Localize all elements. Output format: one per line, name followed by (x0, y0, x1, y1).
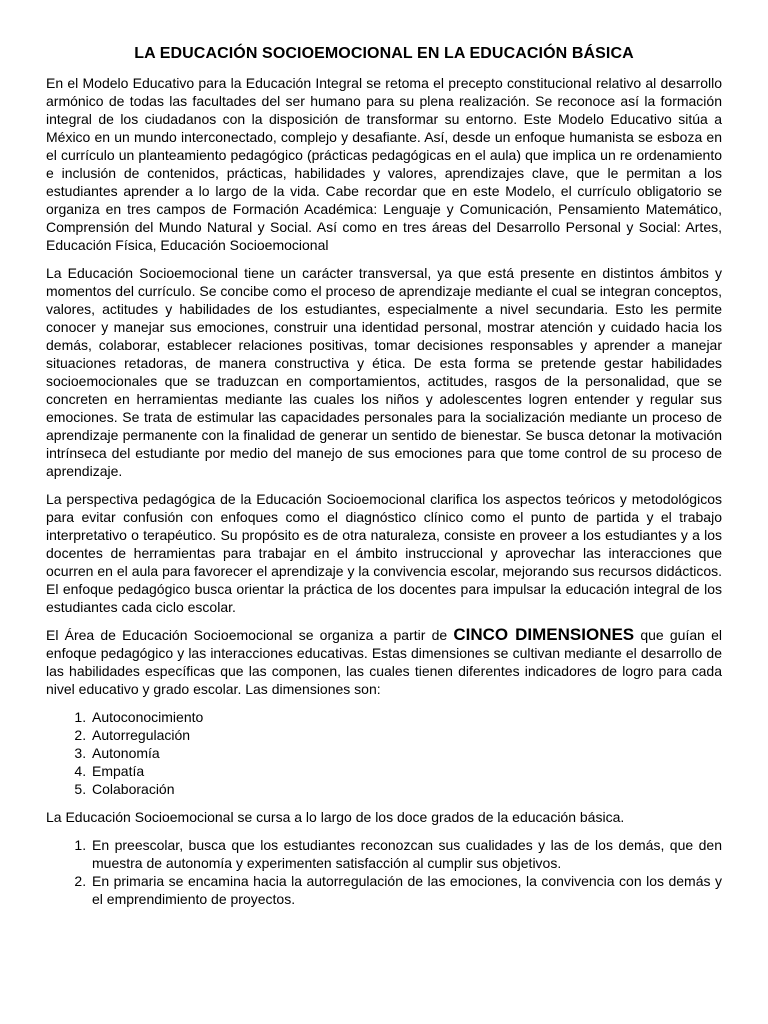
list-item-dimension: 3. Autonomía (90, 744, 722, 762)
paragraph-cinco-dimensiones-start: El Área de Educación Socioemocional se organiza a partir de (46, 627, 454, 643)
paragraph-cinco-dimensiones-end: que guían el enfoque pedagógico y las interacciones educativas. Estas dimensiones se cultivan mediante el desarrollo de las habilidades específicas que las componen, las cuales tienen diferentes indicadores de logro para cada nivel educativo y grado escolar. Las dimensiones son: (46, 627, 722, 697)
list-item-level: 1. En preescolar, busca que los estudiantes reconozcan sus cualidades y las de los demás, que den muestra de autonomía y experimenten satisfacción al cumplir sus objetivos. (90, 836, 722, 872)
list-item-dimension: 1. Autoconocimiento (90, 708, 722, 726)
paragraph-caracter-transversal: La Educación Socioemocional tiene un carácter transversal, ya que está presente en distintos ámbitos y momentos del currículo. Se concibe como el proceso de aprendizaje mediante el cual se integran conceptos, valores, actitudes y habilidades de los estudiantes, especialmente a nivel secundaria. Esto les permite conocer y manejar sus emociones, construir una identidad personal, mostrar atención y cuidado hacia los demás, colaborar, establecer relaciones positivas, tomar decisiones responsables y aprender a manejar situaciones retadoras, de manera constructiva y ética. De esta forma se pretende gestar habilidades socioemocionales que se traduzcan en comportamientos, actitudes, rasgos de la personalidad, que se concreten en herramientas mediante las cuales los niños y adolescentes logren entender y regular sus emociones. Se trata de estimular las capacidades personales para la socialización mediante un proceso de aprendizaje permanente con la finalidad de generar un sentido de bienestar. Se busca detonar la motivación intrínseca del estudiante por medio del manejo de sus emociones para que tome control de su proceso de aprendizaje. (46, 265, 722, 479)
list-item-dimension: 4. Empatía (90, 762, 722, 780)
paragraph-perspectiva-pedagogica: La perspectiva pedagógica de la Educación Socioemocional clarifica los aspectos teóricos y metodológicos para evitar confusión con enfoques como el diagnóstico clínico como el punto de partida y el trabajo interpretativo o terapéutico. Su propósito es de otra naturaleza, consiste en proveer a los estudiantes y a los docentes de herramientas para trabajar en el ámbito instruccional y aprovechar las interacciones que ocurren en el aula para favorecer el aprendizaje y la convivencia escolar, mejorando sus recursos didácticos. El enfoque pedagógico busca orientar la práctica de los docentes para impulsar la educación integral de los estudiantes cada ciclo escolar. (46, 491, 722, 615)
dimensions-list (46, 708, 722, 798)
list-item-dimension: 5. Colaboración (90, 780, 722, 798)
paragraph-doce-grados: La Educación Socioemocional se cursa a lo largo de los doce grados de la educación básica. (46, 809, 625, 825)
cinco-dimensiones-emphasis: CINCO DIMENSIONES (453, 625, 635, 644)
levels-list (46, 836, 722, 908)
paragraph-modelo-educativo: En el Modelo Educativo para la Educación Integral se retoma el precepto constitucional relativo al desarrollo armónico de todas las facultades del ser humano para su plena realización. Se reconoce así la formación integral de los ciudadanos con la disposición de transformar su entorno. Este Modelo Educativo sitúa a México en un mundo interconectado, complejo y desafiante. Así, desde un enfoque humanista se esboza en el currículo un planteamiento pedagógico (prácticas pedagógicas en el aula) que implica un re ordenamiento e inclusión de contenidos, prácticas, habilidades y valores, aprendizajes clave, que le permitan a los estudiantes aprender a lo largo de la vida. Cabe recordar que en este Modelo, el currículo obligatorio se organiza en tres campos de Formación Académica: Lenguaje y Comunicación, Pensamiento Matemático, Comprensión del Mundo Natural y Social. Así como en tres áreas del Desarrollo Personal y Social: Artes, Educación Física, Educación Socioemocional (46, 75, 722, 253)
list-item-level: 2. En primaria se encamina hacia la autorregulación de las emociones, la convivencia con los demás y el emprendimiento de proyectos. (90, 872, 722, 908)
list-item-dimension: 2. Autorregulación (90, 726, 722, 744)
document-title: LA EDUCACIÓN SOCIOEMOCIONAL EN LA EDUCACIÓN BÁSICA (134, 45, 634, 62)
paragraph-cinco-dimensiones (46, 626, 722, 698)
